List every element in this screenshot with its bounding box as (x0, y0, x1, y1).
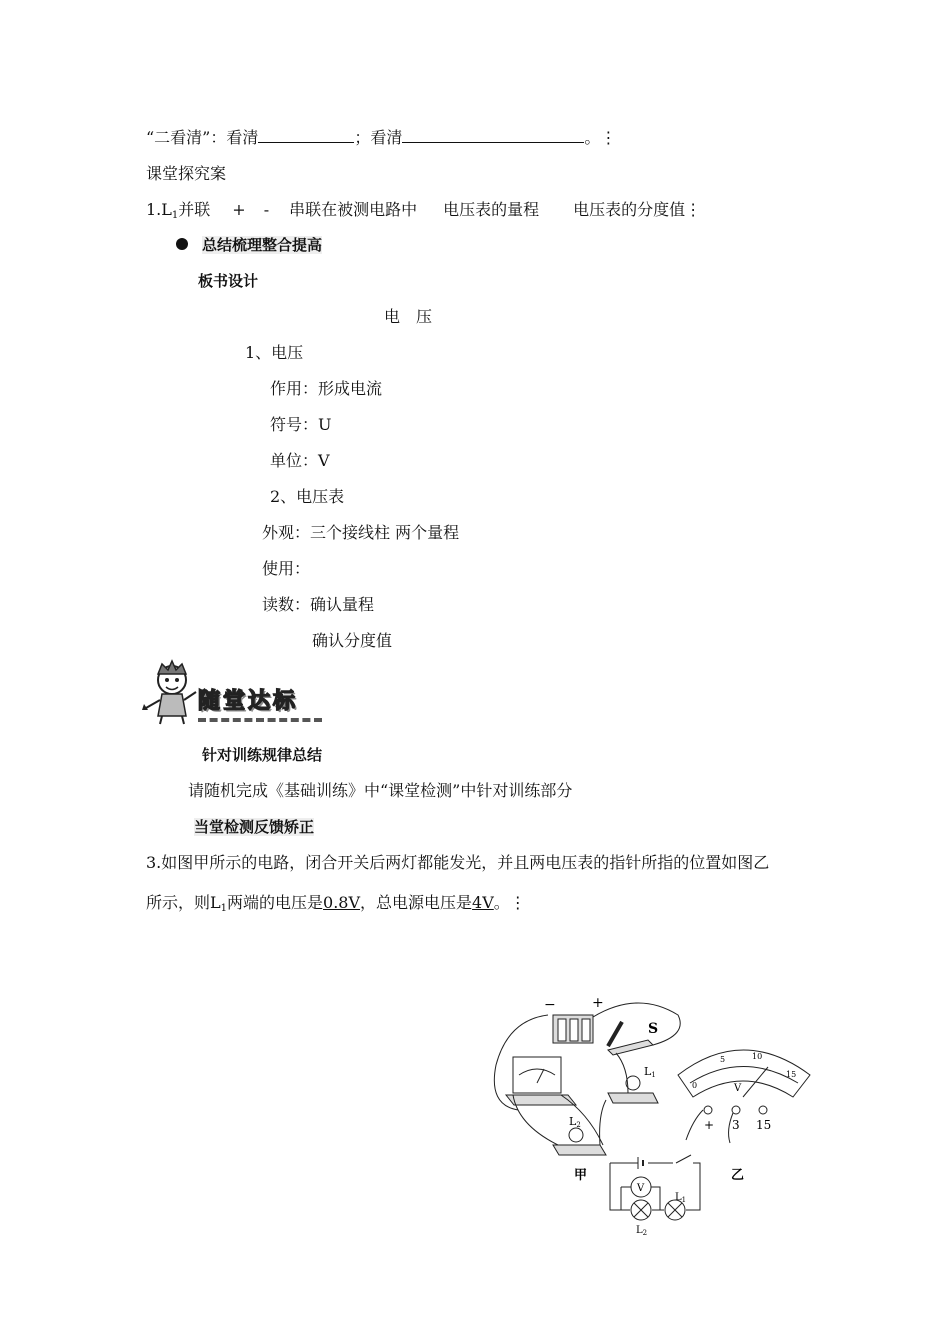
switch-label: S (648, 1021, 659, 1037)
schematic-l2: $L_2$ (636, 1225, 648, 1237)
label-yi: 乙 (731, 1168, 745, 1183)
lamp-l1-icon (608, 1076, 658, 1103)
battery-plus: + (592, 995, 604, 1011)
text: + (232, 200, 246, 219)
text: 。⋮ (493, 893, 526, 912)
subscript: 1 (220, 903, 228, 914)
text: 当堂检测反馈矫正 (194, 818, 315, 836)
board-appearance: 外观：三个接线柱 两个量程 (262, 523, 460, 542)
scale-10: 10 (752, 1052, 763, 1061)
answer-2: 4V (472, 893, 494, 912)
terminal-3-label: 3 (732, 1118, 740, 1132)
banner-label: 随堂达标 (198, 689, 299, 714)
text: “二看清”：看清 (146, 128, 259, 147)
schematic-diagram (610, 1155, 700, 1220)
schematic-l1: $L_1$ (675, 1192, 687, 1204)
practice-text: 请随机完成《基础训练》中“课堂检测”中针对训练部分 (188, 781, 573, 800)
question-3-line-2 (146, 893, 526, 919)
terminal-15 (759, 1106, 767, 1114)
board-h1: 1、电压 (245, 343, 304, 362)
fill-blank-line (146, 128, 616, 148)
lamp-l2-label: L2 (569, 1115, 581, 1129)
practice-heading: 针对训练规律总结 (202, 746, 323, 764)
scale-15: 15 (786, 1070, 797, 1079)
item-1 (146, 200, 701, 226)
text: 电压表的分度值⋮ (573, 200, 702, 219)
text: 两端的电压是 (227, 893, 324, 912)
terminal-3 (732, 1106, 740, 1114)
meter-unit: V (734, 1083, 742, 1094)
board-use: 使用： (262, 559, 311, 578)
bullet-icon (176, 238, 188, 250)
board-unit: 单位：V (270, 451, 330, 470)
terminal-15-label: 15 (756, 1118, 772, 1132)
text: 。⋮ (584, 128, 617, 147)
board-symbol: 符号：U (270, 415, 332, 434)
switch-icon (606, 1021, 653, 1055)
text: 电压表的量程 (443, 200, 540, 219)
section-banner (140, 658, 330, 728)
answer-1: 0.8V (323, 893, 361, 912)
text: 1.L (146, 200, 172, 219)
text: - (263, 200, 270, 219)
blank-1[interactable] (258, 128, 354, 143)
scale-5: 5 (720, 1055, 726, 1064)
question-3-line-1: 3.如图甲所示的电路，闭合开关后两灯都能发光，并且两电压表的指针所指的位置如图乙 (146, 853, 770, 872)
schematic-v: V (637, 1183, 645, 1194)
circuit-figure (488, 995, 828, 1245)
text: ，总电源电压是 (360, 893, 473, 912)
text: 所示，则L (146, 893, 221, 912)
terminal-plus-label: + (704, 1118, 715, 1132)
terminal-plus (704, 1106, 712, 1114)
lamp-l2-icon (553, 1128, 606, 1155)
feedback-heading (194, 817, 314, 837)
board-h2: 2、电压表 (270, 487, 345, 506)
battery-minus: − (544, 997, 556, 1013)
text: 并联 (178, 200, 211, 219)
section-heading: 课堂探究案 (146, 164, 227, 183)
battery-icon (553, 1015, 593, 1043)
board-title: 电 压 (384, 307, 433, 326)
board-role: 作用：形成电流 (270, 379, 383, 398)
summary-heading (176, 235, 322, 255)
scale-0: 0 (692, 1081, 698, 1090)
board-heading: 板书设计 (198, 272, 259, 290)
text: 串联在被测电路中 (289, 200, 418, 219)
text: ；看清 (354, 128, 403, 147)
label-jia: 甲 (574, 1168, 588, 1183)
blank-2[interactable] (402, 128, 584, 143)
subscript: 1 (171, 210, 179, 221)
board-reading: 读数：确认量程 (262, 595, 375, 614)
board-reading-2: 确认分度值 (312, 631, 393, 650)
text: 总结梳理整合提高 (202, 236, 323, 254)
banner-dashes (198, 718, 322, 722)
lamp-l1-label: L1 (644, 1065, 656, 1079)
